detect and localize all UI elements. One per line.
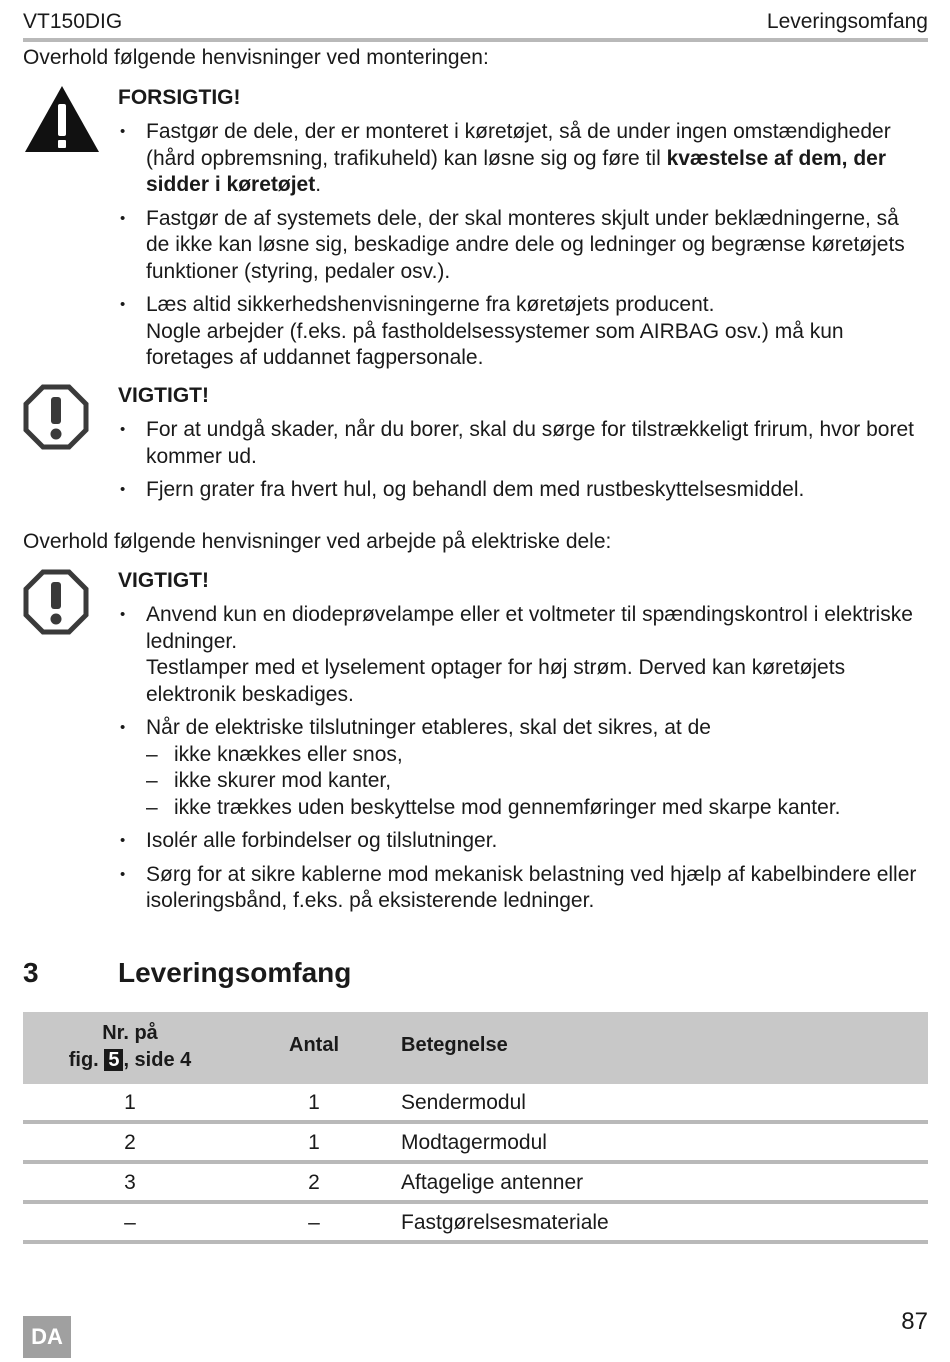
figure-number-badge: 5 <box>104 1049 123 1071</box>
page-number: 87 <box>901 1308 928 1335</box>
list-item: • Fjern grater fra hvert hul, og behandl dem med rustbeskyttelsesmiddel. <box>118 477 928 504</box>
important-title: VIGTIGT! <box>118 384 209 407</box>
dash-item: – ikke trækkes uden beskyttelse mod gennemføringer med skarpe kanter. <box>146 795 928 822</box>
list-item: • Anvend kun en diodeprøvelampe eller et voltmeter til spændingskontrol i elektriske ledninger. Testlamper med et lyselement optager for høj strøm. Derved kan køretøjets elektronik beskadiges. <box>118 602 928 708</box>
section-title: Leveringsomfang <box>118 957 352 988</box>
table-row: 2 1 Modtagermodul <box>23 1124 928 1164</box>
dash-item: – ikke skurer mod kanter, <box>146 768 928 795</box>
exclamation-octagon-icon <box>23 567 89 640</box>
table-row: 1 1 Sendermodul <box>23 1084 928 1124</box>
list-item: • Læs altid sikkerhedshenvisningerne fra køretøjets producent. Nogle arbejder (f.eks. på fastholdelsessystemer som AIRBAG osv.) må kun foretages af uddannet fagpersonale. <box>118 292 928 372</box>
header-section: Leveringsomfang <box>766 10 928 33</box>
table-row: 3 2 Aftagelige antenner <box>23 1164 928 1204</box>
caution-title: FORSIGTIG! <box>118 86 241 109</box>
table-row: – – Fastgørelsesmateriale <box>23 1204 928 1244</box>
list-item: • For at undgå skader, når du borer, skal du sørge for tilstrækkeligt frirum, hvor boret kommer ud. <box>118 417 928 470</box>
language-badge: DA <box>23 1316 71 1358</box>
list-item: • Isolér alle forbindelser og tilslutninger. <box>118 828 928 855</box>
list-item: • Sørg for at sikre kablerne mod mekanisk belastning ved hjælp af kabelbindere eller isoleringsbånd, f.eks. på eksisterende ledninger. <box>118 862 928 915</box>
section-number: 3 <box>23 957 39 988</box>
page-header <box>23 8 928 42</box>
exclamation-octagon-icon <box>23 382 89 455</box>
mounting-intro: Overhold følgende henvisninger ved monteringen: <box>23 46 489 69</box>
list-item: • Fastgør de dele, der er monteret i køretøjet, så de under ingen omstændigheder (hård opbremsning, trafikuheld) kan løsne sig og føre til kvæstelse af dem, der sidder i køretøjet. <box>118 119 928 199</box>
important-title: VIGTIGT! <box>118 569 209 592</box>
list-item: • Fastgør de af systemets dele, der skal monteres skjult under beklædningerne, så de ikke kan løsne sig, beskadige andre dele og ledninger og begrænse køretøjets funktioner (styring, pedaler osv.). <box>118 206 928 286</box>
dash-item: – ikke knækkes eller snos, <box>146 742 928 769</box>
header-cell-antal: Antal <box>289 1034 339 1056</box>
header-cell-betegnelse: Betegnelse <box>401 1034 508 1056</box>
header-model: VT150DIG <box>23 10 123 33</box>
header-cell-nr: Nr. på fig. 5 , side 4 <box>68 1022 192 1071</box>
list-item: • Når de elektriske tilslutninger etableres, skal det sikres, at de – ikke knækkes eller snos, – ikke skurer mod kanter, – ikke trækkes uden beskyttelse mod gennemføringer med skarpe kanter. <box>118 715 928 821</box>
table-header <box>23 1012 928 1084</box>
electrical-intro: Overhold følgende henvisninger ved arbejde på elektriske dele: <box>23 530 612 553</box>
warning-triangle-icon <box>23 84 101 159</box>
scope-of-delivery-table <box>23 1012 928 1244</box>
